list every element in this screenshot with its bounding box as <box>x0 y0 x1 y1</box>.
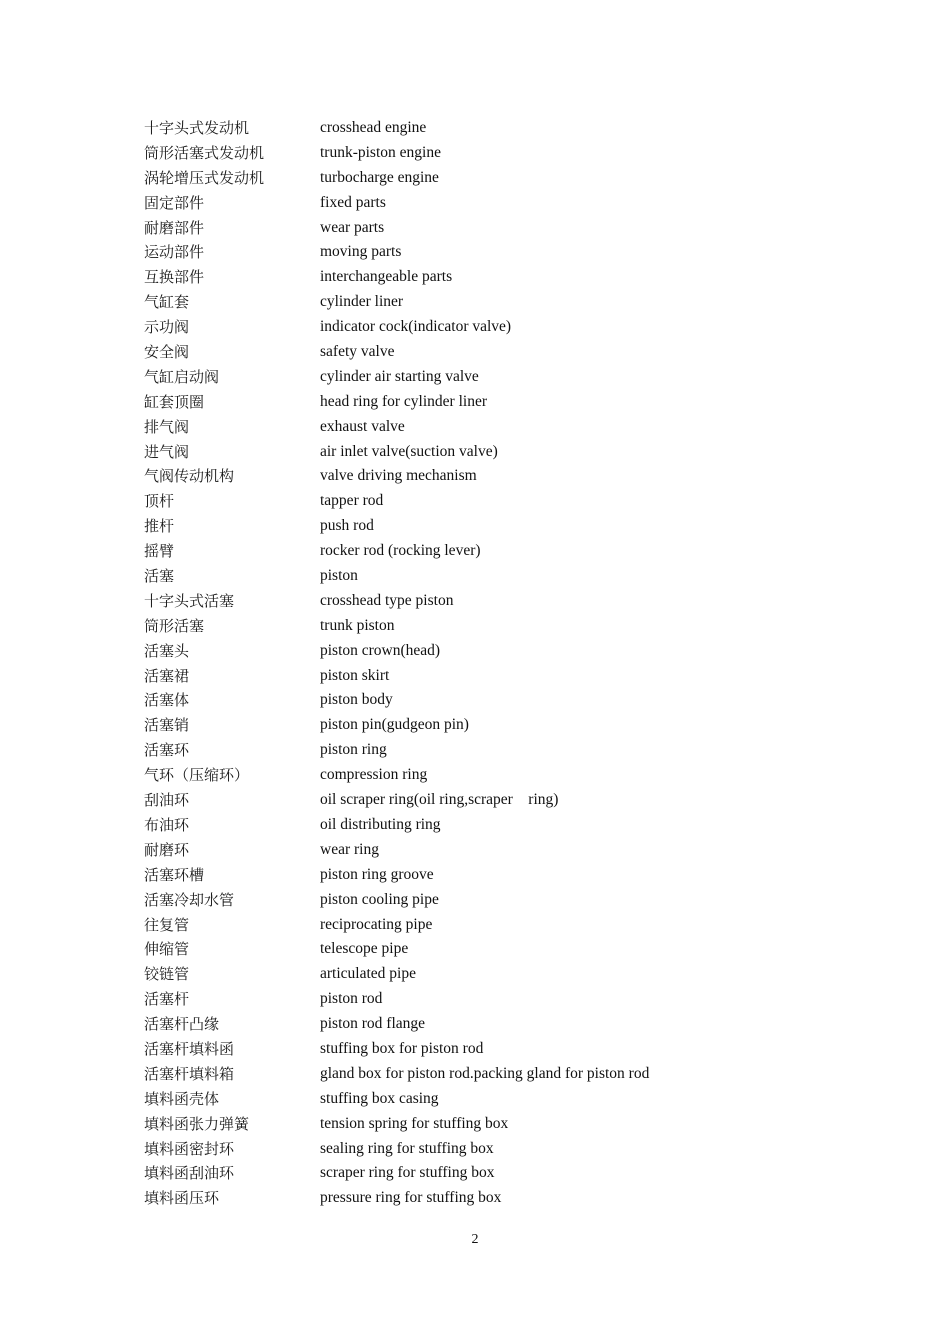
chinese-term: 铰链管 <box>144 965 190 984</box>
english-term: push rod <box>320 517 374 535</box>
glossary-row <box>144 813 844 838</box>
chinese-term: 填料函张力弹簧 <box>144 1114 250 1133</box>
english-term: articulated pipe <box>320 965 416 983</box>
glossary-row <box>144 539 844 564</box>
chinese-term: 运动部件 <box>144 243 205 262</box>
glossary-row <box>144 166 844 191</box>
chinese-term: 耐磨部件 <box>144 218 205 237</box>
glossary-row <box>144 141 844 166</box>
chinese-term: 刮油环 <box>144 791 190 810</box>
english-term: trunk-piston engine <box>320 143 441 161</box>
english-term: sealing ring for stuffing box <box>320 1139 494 1157</box>
english-term: telescope pipe <box>320 940 409 958</box>
english-term: piston pin(gudgeon pin) <box>320 716 469 734</box>
glossary-row <box>144 614 844 639</box>
english-term: piston crown(head) <box>320 641 441 659</box>
chinese-term: 伸缩管 <box>144 940 190 959</box>
chinese-term: 互换部件 <box>144 268 205 287</box>
english-term: piston body <box>320 691 393 709</box>
glossary-row <box>144 788 844 813</box>
glossary-row <box>144 664 844 689</box>
english-term: piston <box>320 567 358 585</box>
english-term: crosshead engine <box>320 119 427 136</box>
chinese-term: 填料函壳体 <box>144 1089 220 1108</box>
chinese-term: 摇臂 <box>144 542 175 561</box>
english-term: indicator cock(indicator valve) <box>320 318 512 336</box>
chinese-term: 活塞裙 <box>144 666 190 685</box>
glossary-row <box>144 216 844 241</box>
glossary-row <box>144 589 844 614</box>
english-term: safety valve <box>320 343 395 361</box>
chinese-term: 活塞销 <box>144 716 190 735</box>
chinese-term: 活塞环 <box>144 741 190 760</box>
chinese-term: 活塞杆填料函 <box>144 1039 235 1058</box>
glossary-row <box>144 390 844 415</box>
english-term: piston ring <box>320 741 387 759</box>
chinese-term: 十字头式活塞 <box>144 591 235 610</box>
chinese-term: 缸套顶圈 <box>144 392 205 411</box>
chinese-term: 气阀传动机构 <box>144 467 235 486</box>
chinese-term: 布油环 <box>144 815 190 834</box>
chinese-term: 排气阀 <box>144 417 190 436</box>
glossary-row <box>144 464 844 489</box>
english-term: wear ring <box>320 840 379 858</box>
english-term: stuffing box casing <box>320 1089 439 1107</box>
chinese-term: 活塞杆凸缘 <box>144 1015 220 1034</box>
english-term: oil distributing ring <box>320 815 441 833</box>
page-number: 2 <box>471 1232 479 1247</box>
english-term: gland box for piston rod.packing gland for piston rod <box>320 1064 650 1082</box>
english-term: piston rod flange <box>320 1015 426 1033</box>
glossary-row <box>144 265 844 290</box>
chinese-term: 活塞冷却水管 <box>144 890 235 909</box>
english-term: wear parts <box>320 218 385 236</box>
chinese-term: 活塞体 <box>144 691 190 710</box>
chinese-term: 筒形活塞 <box>144 616 205 635</box>
glossary-row <box>144 913 844 938</box>
chinese-term: 活塞杆 <box>144 990 190 1009</box>
chinese-term: 示功阀 <box>144 318 190 337</box>
glossary-row <box>144 1186 844 1211</box>
glossary-row <box>144 738 844 763</box>
glossary-row <box>144 290 844 315</box>
chinese-term: 填料函刮油环 <box>144 1164 235 1183</box>
glossary-row <box>144 688 844 713</box>
chinese-term: 推杆 <box>144 517 175 536</box>
chinese-term: 活塞杆填料箱 <box>144 1064 235 1083</box>
english-term: scraper ring for stuffing box <box>320 1164 495 1182</box>
glossary-row <box>144 240 844 265</box>
chinese-term: 固定部件 <box>144 193 205 212</box>
glossary-row <box>144 564 844 589</box>
glossary-row <box>144 962 844 987</box>
english-term: tapper rod <box>320 492 384 510</box>
glossary-row <box>144 340 844 365</box>
glossary-row <box>144 489 844 514</box>
chinese-term: 活塞头 <box>144 641 190 660</box>
chinese-term: 筒形活塞式发动机 <box>144 143 265 162</box>
chinese-term: 活塞 <box>144 567 175 586</box>
chinese-term: 顶杆 <box>144 492 175 511</box>
english-term: cylinder liner <box>320 293 404 311</box>
glossary-row <box>144 315 844 340</box>
chinese-term: 往复管 <box>144 915 190 934</box>
glossary-row <box>144 1062 844 1087</box>
glossary-row <box>144 1112 844 1137</box>
english-term: air inlet valve(suction valve) <box>320 442 498 460</box>
english-term: cylinder air starting valve <box>320 367 479 385</box>
glossary-row <box>144 191 844 216</box>
english-term: interchangeable parts <box>320 268 453 286</box>
chinese-term: 气缸套 <box>144 293 190 312</box>
chinese-term: 涡轮增压式发动机 <box>144 168 265 187</box>
chinese-term: 十字头式发动机 <box>144 119 250 137</box>
english-term: tension spring for stuffing box <box>320 1114 509 1132</box>
english-term: stuffing box for piston rod <box>320 1039 484 1057</box>
english-term: pressure ring for stuffing box <box>320 1189 502 1207</box>
glossary-row <box>144 1161 844 1186</box>
glossary-row <box>144 713 844 738</box>
english-term: piston rod <box>320 990 383 1008</box>
english-term: oil scraper ring(oil ring,scraper ring) <box>320 791 559 809</box>
glossary-row <box>144 440 844 465</box>
english-term: piston ring groove <box>320 865 434 883</box>
chinese-term: 气缸启动阀 <box>144 367 220 386</box>
english-term: head ring for cylinder liner <box>320 392 487 410</box>
chinese-term: 进气阀 <box>144 442 190 461</box>
chinese-term: 安全阀 <box>144 343 190 362</box>
glossary-row <box>144 987 844 1012</box>
english-term: moving parts <box>320 243 402 261</box>
english-term: valve driving mechanism <box>320 467 477 485</box>
english-term: compression ring <box>320 766 428 784</box>
english-term: trunk piston <box>320 616 395 634</box>
glossary-row <box>144 415 844 440</box>
glossary-row <box>144 863 844 888</box>
glossary-row <box>144 639 844 664</box>
glossary-row <box>144 1037 844 1062</box>
glossary-row <box>144 888 844 913</box>
english-term: crosshead type piston <box>320 591 454 609</box>
glossary-row <box>144 116 844 141</box>
glossary-row <box>144 838 844 863</box>
glossary-row <box>144 514 844 539</box>
glossary-row <box>144 763 844 788</box>
chinese-term: 填料函压环 <box>144 1189 220 1208</box>
chinese-term: 填料函密封环 <box>144 1139 235 1158</box>
glossary-row <box>144 1087 844 1112</box>
glossary-row <box>144 1137 844 1162</box>
english-term: piston skirt <box>320 666 390 684</box>
chinese-term: 耐磨环 <box>144 840 190 859</box>
glossary-row <box>144 937 844 962</box>
english-term: piston cooling pipe <box>320 890 439 908</box>
english-term: fixed parts <box>320 193 386 211</box>
chinese-term: 活塞环槽 <box>144 865 205 884</box>
glossary-row <box>144 1012 844 1037</box>
english-term: rocker rod (rocking lever) <box>320 542 481 560</box>
english-term: turbocharge engine <box>320 168 439 186</box>
glossary-row <box>144 365 844 390</box>
chinese-term: 气环（压缩环） <box>144 766 250 785</box>
english-term: exhaust valve <box>320 417 405 435</box>
english-term: reciprocating pipe <box>320 915 433 933</box>
glossary-list <box>144 116 844 1211</box>
